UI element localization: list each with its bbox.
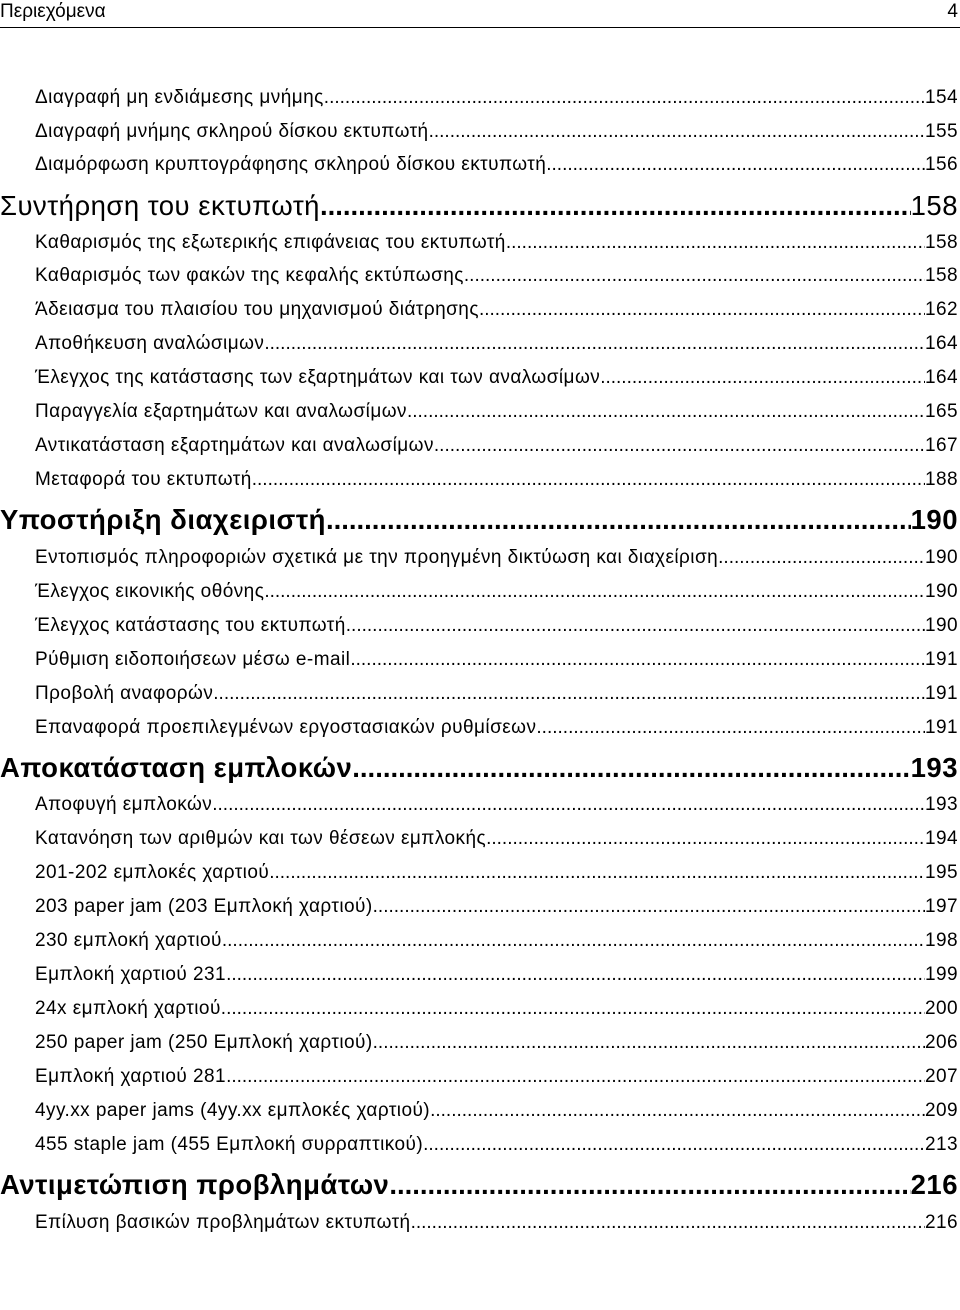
toc-entry-title: Αντιμετώπιση προβλημάτων: [0, 1169, 390, 1200]
toc-entry-title: Έλεγχος κατάστασης του εκτυπωτή: [35, 615, 346, 636]
toc-leader-dots: [373, 1029, 925, 1057]
toc-entry-page: 200: [924, 998, 958, 1019]
toc-entry-page: 216: [924, 1212, 958, 1233]
toc-leader-dots: [479, 296, 925, 324]
toc-section-entry[interactable]: [35, 118, 958, 146]
toc-section-entry[interactable]: [35, 612, 958, 640]
toc-entry-page: 198: [924, 930, 958, 951]
toc-leader-dots: [320, 187, 911, 225]
toc-leader-dots: [212, 791, 925, 819]
toc-entry-page: 156: [924, 154, 958, 175]
toc-leader-dots: [407, 398, 925, 426]
toc-entry-title: Κατανόηση των αριθμών και των θέσεων εμπλοκής: [35, 828, 487, 849]
toc-section-entry[interactable]: [35, 1097, 958, 1125]
page-number: 4: [947, 1, 958, 22]
toc-entry-title: Καθαρισμός της εξωτερικής επιφάνειας του εκτυπωτή: [35, 232, 506, 253]
toc-leader-dots: [346, 612, 925, 640]
toc-leader-dots: [506, 229, 925, 257]
toc-section-entry[interactable]: [35, 893, 958, 921]
toc-entry-title: 4yy.xx paper jams (4yy.xx εμπλοκές χαρτιού): [35, 1100, 431, 1121]
toc-entry-title: Παραγγελία εξαρτημάτων και αναλωσίμων: [35, 401, 407, 422]
toc-entry-page: 158: [924, 232, 958, 253]
toc-entry-page: 190: [924, 615, 958, 636]
toc-entry-title: Συντήρηση του εκτυπωτή: [0, 190, 320, 221]
toc-entry-page: 155: [924, 121, 958, 142]
toc-section-entry[interactable]: [35, 1131, 958, 1159]
section-title: Περιεχόμενα: [0, 1, 106, 22]
toc-section-entry[interactable]: [35, 432, 958, 460]
toc-section-entry[interactable]: [35, 995, 958, 1023]
toc-section-entry[interactable]: [35, 544, 958, 572]
toc-entry-title: Εμπλοκή χαρτιού 231: [35, 964, 227, 985]
toc-entry-title: Άδειασμα του πλαισίου του μηχανισμού διάτρησης: [35, 299, 479, 320]
toc-entry-page: 207: [924, 1066, 958, 1087]
toc-section-entry[interactable]: [35, 1209, 958, 1237]
toc-leader-dots: [429, 118, 925, 146]
toc-leader-dots: [718, 544, 925, 572]
toc-leader-dots: [430, 1097, 925, 1125]
toc-entry-page: 194: [924, 828, 958, 849]
toc-entry-page: 164: [924, 367, 958, 388]
toc-entry-title: Καθαρισμός των φακών της κεφαλής εκτύπωσης: [35, 265, 464, 286]
toc-leader-dots: [326, 501, 911, 539]
toc-section-entry[interactable]: [35, 151, 958, 179]
toc-entry-page: 154: [924, 87, 958, 108]
toc-entry-page: 191: [924, 649, 958, 670]
toc-entry-page: 213: [924, 1134, 958, 1155]
toc-section-entry[interactable]: [35, 961, 958, 989]
toc-entry-title: Εμπλοκή χαρτιού 281: [35, 1066, 227, 1087]
toc-leader-dots: [324, 84, 925, 112]
toc-entry-title: Διαγραφή μνήμης σκληρού δίσκου εκτυπωτή: [35, 121, 429, 142]
toc-entry-page: 193: [924, 794, 958, 815]
toc-leader-dots: [222, 927, 925, 955]
toc-entry-page: 167: [924, 435, 958, 456]
toc-chapter-entry[interactable]: [0, 749, 958, 787]
toc-entry-page: 191: [924, 717, 958, 738]
toc-section-entry[interactable]: [35, 364, 958, 392]
toc-entry-title: 230 εμπλοκή χαρτιού: [35, 930, 222, 951]
toc-entry-title: 250 paper jam (250 Εμπλοκή χαρτιού): [35, 1032, 373, 1053]
toc-leader-dots: [546, 151, 925, 179]
toc-leader-dots: [389, 1166, 910, 1204]
toc-entry-page: 162: [924, 299, 958, 320]
toc-entry-title: Προβολή αναφορών: [35, 683, 214, 704]
toc-entry-title: Επίλυση βασικών προβλημάτων εκτυπωτή: [35, 1212, 411, 1233]
toc-section-entry[interactable]: [35, 330, 958, 358]
toc-entry-page: 206: [924, 1032, 958, 1053]
toc-chapter-entry[interactable]: [0, 187, 958, 225]
toc-entry-page: 197: [924, 896, 958, 917]
toc-entry-title: Αποκατάσταση εμπλοκών: [0, 752, 353, 783]
toc-entry-page: 209: [924, 1100, 958, 1121]
toc-entry-page: 216: [910, 1169, 958, 1200]
toc-leader-dots: [221, 995, 925, 1023]
toc-section-entry[interactable]: [35, 466, 958, 494]
toc-leader-dots: [226, 961, 925, 989]
toc-section-entry[interactable]: [35, 296, 958, 324]
toc-entry-page: 158: [910, 190, 958, 221]
toc-entry-title: 201-202 εμπλοκές χαρτιού: [35, 862, 270, 883]
toc-entry-title: Μεταφορά του εκτυπωτή: [35, 469, 252, 490]
toc-entry-title: Εντοπισμός πληροφοριών σχετικά με την προηγμένη δικτύωση και διαχείριση: [35, 547, 719, 568]
toc-leader-dots: [213, 680, 925, 708]
toc-leader-dots: [264, 578, 925, 606]
toc-entry-page: 191: [924, 683, 958, 704]
toc-leader-dots: [352, 749, 910, 787]
toc-section-entry[interactable]: [35, 262, 958, 290]
toc-section-entry[interactable]: [35, 927, 958, 955]
toc-entry-page: 199: [924, 964, 958, 985]
toc-entry-title: Έλεγχος της κατάστασης των εξαρτημάτων και των αναλωσίμων: [35, 367, 601, 388]
toc-leader-dots: [264, 330, 925, 358]
toc-leader-dots: [252, 466, 925, 494]
toc-leader-dots: [373, 893, 925, 921]
toc-entry-title: Επαναφορά προεπιλεγμένων εργοστασιακών ρυθμίσεων: [35, 717, 537, 738]
toc-entry-page: 190: [910, 504, 958, 535]
toc-entry-page: 188: [924, 469, 958, 490]
toc-leader-dots: [226, 1063, 925, 1091]
toc-leader-dots: [269, 859, 925, 887]
toc-entry-page: 193: [910, 752, 958, 783]
toc-section-entry[interactable]: [35, 398, 958, 426]
toc-leader-dots: [423, 1131, 925, 1159]
toc-entry-page: 190: [924, 547, 958, 568]
toc-section-entry[interactable]: [35, 84, 958, 112]
toc-section-entry[interactable]: [35, 680, 958, 708]
toc-section-entry[interactable]: [35, 714, 958, 742]
toc-section-entry[interactable]: [35, 859, 958, 887]
toc-entry-title: 203 paper jam (203 Εμπλοκή χαρτιού): [35, 896, 373, 917]
toc-leader-dots: [434, 432, 925, 460]
toc-entry-page: 164: [924, 333, 958, 354]
toc-entry-title: 455 staple jam (455 Εμπλοκή συρραπτικού): [35, 1134, 424, 1155]
toc-section-entry[interactable]: [35, 791, 958, 819]
toc-leader-dots: [536, 714, 925, 742]
toc-entry-title: Ρύθμιση ειδοποιήσεων μέσω e-mail: [35, 649, 351, 670]
toc-section-entry[interactable]: [35, 229, 958, 257]
toc-section-entry[interactable]: [35, 1029, 958, 1057]
toc-section-entry[interactable]: [35, 646, 958, 674]
toc-section-entry[interactable]: [35, 1063, 958, 1091]
toc-leader-dots: [600, 364, 925, 392]
toc-entry-page: 190: [924, 581, 958, 602]
toc-entry-title: Υποστήριξη διαχειριστή: [0, 504, 326, 535]
toc-entry-title: Αντικατάσταση εξαρτημάτων και αναλωσίμων: [35, 435, 434, 456]
toc-entry-title: Διαμόρφωση κρυπτογράφησης σκληρού δίσκου εκτυπωτή: [35, 154, 547, 175]
toc-entry-title: Έλεγχος εικονικής οθόνης: [35, 581, 265, 602]
toc-entry-title: Διαγραφή μη ενδιάμεσης μνήμης: [35, 87, 324, 108]
toc-chapter-entry[interactable]: [0, 501, 958, 539]
toc-entry-page: 158: [924, 265, 958, 286]
toc-entry-title: 24x εμπλοκή χαρτιού: [35, 998, 221, 1019]
toc-leader-dots: [486, 825, 925, 853]
toc-entry-title: Αποθήκευση αναλώσιμων: [35, 333, 265, 354]
toc-entry-page: 165: [924, 401, 958, 422]
toc-leader-dots: [411, 1209, 925, 1237]
toc-chapter-entry[interactable]: [0, 1166, 958, 1204]
toc-section-entry[interactable]: [35, 825, 958, 853]
toc-leader-dots: [464, 262, 925, 290]
toc-entry-title: Αποφυγή εμπλοκών: [35, 794, 213, 815]
toc-section-entry[interactable]: [35, 578, 958, 606]
toc-entry-page: 195: [924, 862, 958, 883]
toc-leader-dots: [350, 646, 925, 674]
